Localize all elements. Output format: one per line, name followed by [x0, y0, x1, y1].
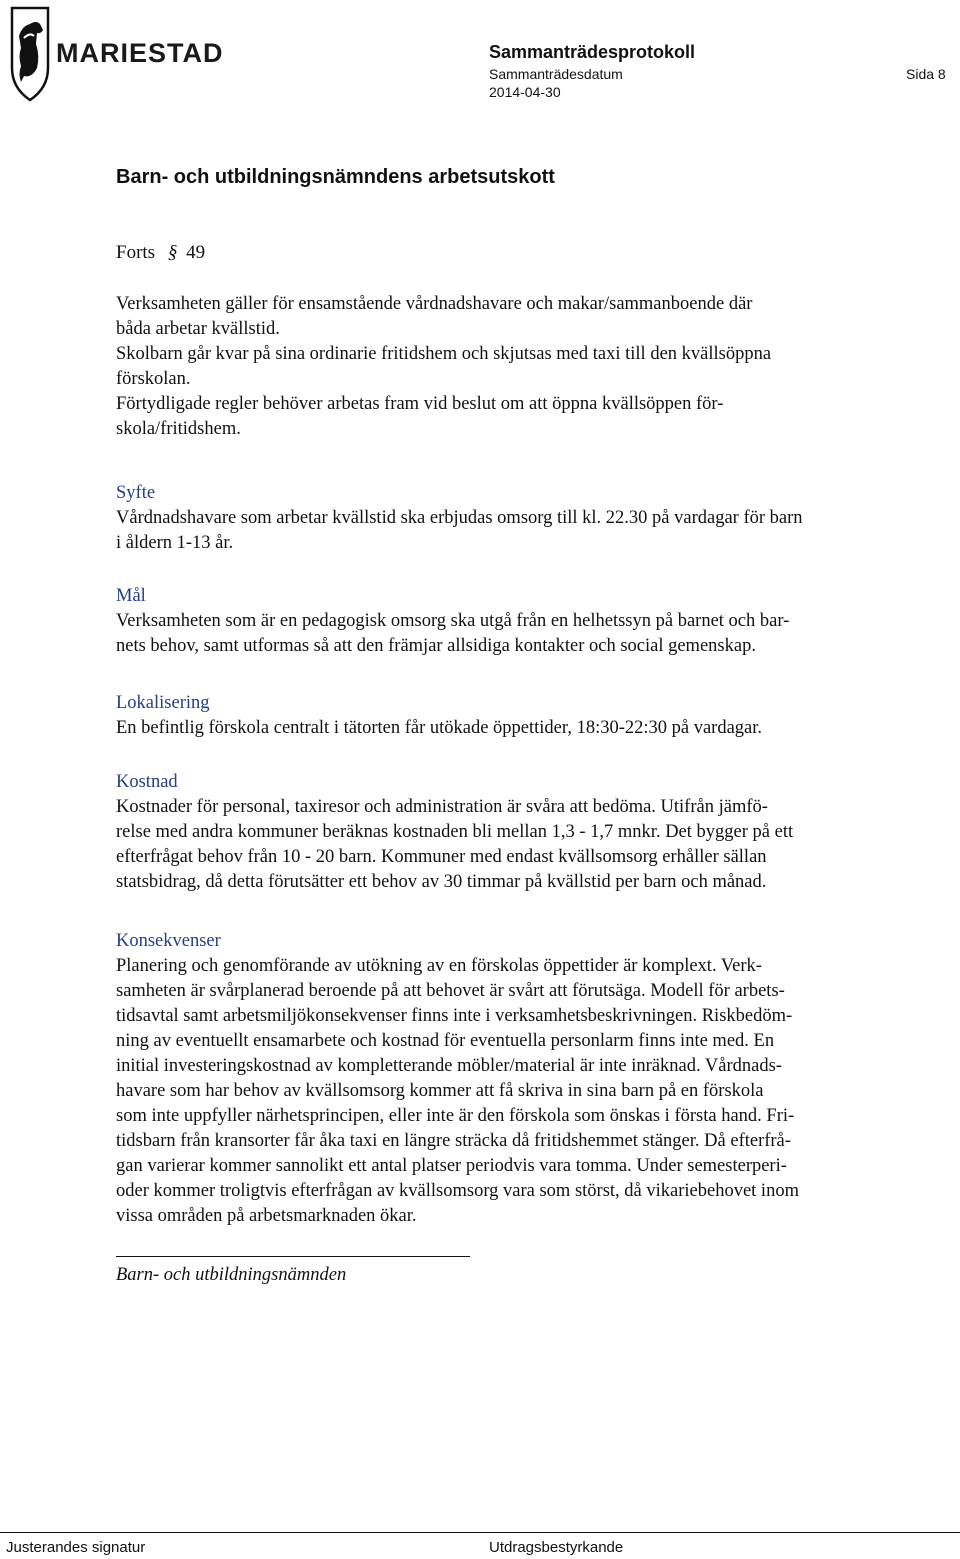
section-sign: §: [167, 242, 178, 263]
paragraph-line: som inte uppfyller närhetsprincipen, eller inte är den förskola som önskas i första hand. Fri-: [116, 1106, 795, 1126]
footer-signature-label: Justerandes signatur: [6, 1539, 146, 1556]
paragraph-line: En befintlig förskola centralt i tätorten får utökade öppettider, 18:30-22:30 på vardagar.: [116, 718, 763, 738]
meeting-date-label: Sammanträdesdatum: [489, 66, 623, 82]
footer-rule: [0, 1532, 960, 1533]
paragraph-line: statsbidrag, då detta förutsätter ett behov av 30 timmar på kvällstid per barn och månad.: [116, 872, 767, 892]
paragraph-line: ning av eventuellt ensamarbete och kostnad för eventuella personlarm finns inte med. En: [116, 1031, 775, 1051]
page-number: Sida 8: [906, 66, 946, 82]
section-lokalisering: [116, 691, 954, 741]
paragraph-line: nets behov, samt utformas så att den främjar allsidiga kontakter och social gemenskap.: [116, 636, 756, 656]
mariestad-coat-of-arms-logo: [10, 6, 50, 102]
paragraph-line: relse med andra kommuner beräknas kostnaden bli mellan 1,3 - 1,7 mnkr. Det bygger på ett: [116, 822, 794, 842]
paragraph-line: Kostnader för personal, taxiresor och administration är svåra att bedöma. Utifrån jämfö-: [116, 797, 768, 817]
paragraph-line: tidsavtal samt arbetsmiljökonsekvenser finns inte i verksamhetsbeskrivningen. Riskbedöm-: [116, 1006, 793, 1026]
paragraph-line: samheten är svårplanerad beroende på att behovet är svårt att förutsäga. Modell för arbets-: [116, 981, 785, 1001]
committee-heading: Barn- och utbildningsnämndens arbetsutskott: [116, 166, 555, 188]
section-heading: Lokalisering: [116, 693, 210, 713]
logo-text: MARIESTAD: [56, 38, 224, 68]
paragraph-line: havare som har behov av kvällsomsorg kommer att få skriva in sina barn på en förskola: [116, 1081, 764, 1101]
signature-rule: [116, 1256, 470, 1257]
section-syfte: [116, 481, 954, 556]
paragraph-line: efterfrågat behov från 10 - 20 barn. Kommuner med endast kvällsomsorg erhåller sällan: [116, 847, 767, 867]
section-number: 49: [186, 242, 206, 263]
paragraph-line: Skolbarn går kvar på sina ordinarie fritidshem och skjutsas med taxi till den kvällsöppna: [116, 344, 772, 364]
paragraph-line: Planering och genomförande av utökning av en förskolas öppettider är komplext. Verk-: [116, 956, 762, 976]
paragraph-line: Förtydligade regler behöver arbetas fram vid beslut om att öppna kvällsöppen för-: [116, 394, 724, 414]
paragraph-line: vissa områden på arbetsmarknaden ökar.: [116, 1206, 417, 1226]
meeting-date-value: 2014-04-30: [489, 84, 561, 100]
paragraph-line: tidsbarn från kransorter får åka taxi en längre sträcka då fritidshemmet stänger. Då efterfrå-: [116, 1131, 791, 1151]
section-heading: Konsekvenser: [116, 931, 221, 951]
intro-paragraph: [116, 292, 954, 442]
section-kostnad: [116, 770, 954, 895]
section-heading: Mål: [116, 586, 146, 606]
paragraph-line: skola/fritidshem.: [116, 419, 241, 439]
paragraph-line: initial investeringskostnad av kompletterande möbler/material är inte inräknad. Vårdnads-: [116, 1056, 782, 1076]
paragraph-line: Verksamheten gäller för ensamstående vårdnadshavare och makar/sammanboende där: [116, 294, 753, 314]
footer-certification-label: Utdragsbestyrkande: [489, 1539, 624, 1556]
section-mal: [116, 584, 954, 659]
paragraph-line: oder kommer troligtvis efterfrågan av kvällsomsorg vara som störst, då vikariebehovet inom: [116, 1181, 799, 1201]
paragraph-line: Verksamheten som är en pedagogisk omsorg ska utgå från en helhetssyn på barnet och bar-: [116, 611, 790, 631]
section-heading: Syfte: [116, 483, 156, 503]
document-title: Sammanträdesprotokoll: [489, 42, 696, 62]
paragraph-line: båda arbetar kvällstid.: [116, 319, 280, 339]
section-reference: [116, 242, 205, 264]
paragraph-line: Vårdnadshavare som arbetar kvällstid ska erbjudas omsorg till kl. 22.30 på vardagar för barn: [116, 508, 803, 528]
section-heading: Kostnad: [116, 772, 178, 792]
paragraph-line: gan varierar kommer sannolikt ett antal platser periodvis vara tomma. Under semesterperi-: [116, 1156, 787, 1176]
recipient-unit: Barn- och utbildningsnämnden: [116, 1265, 347, 1285]
forts-label: Forts: [116, 242, 156, 263]
section-konsekvenser: [116, 929, 954, 1229]
paragraph-line: förskolan.: [116, 369, 191, 389]
paragraph-line: i åldern 1-13 år.: [116, 533, 234, 553]
